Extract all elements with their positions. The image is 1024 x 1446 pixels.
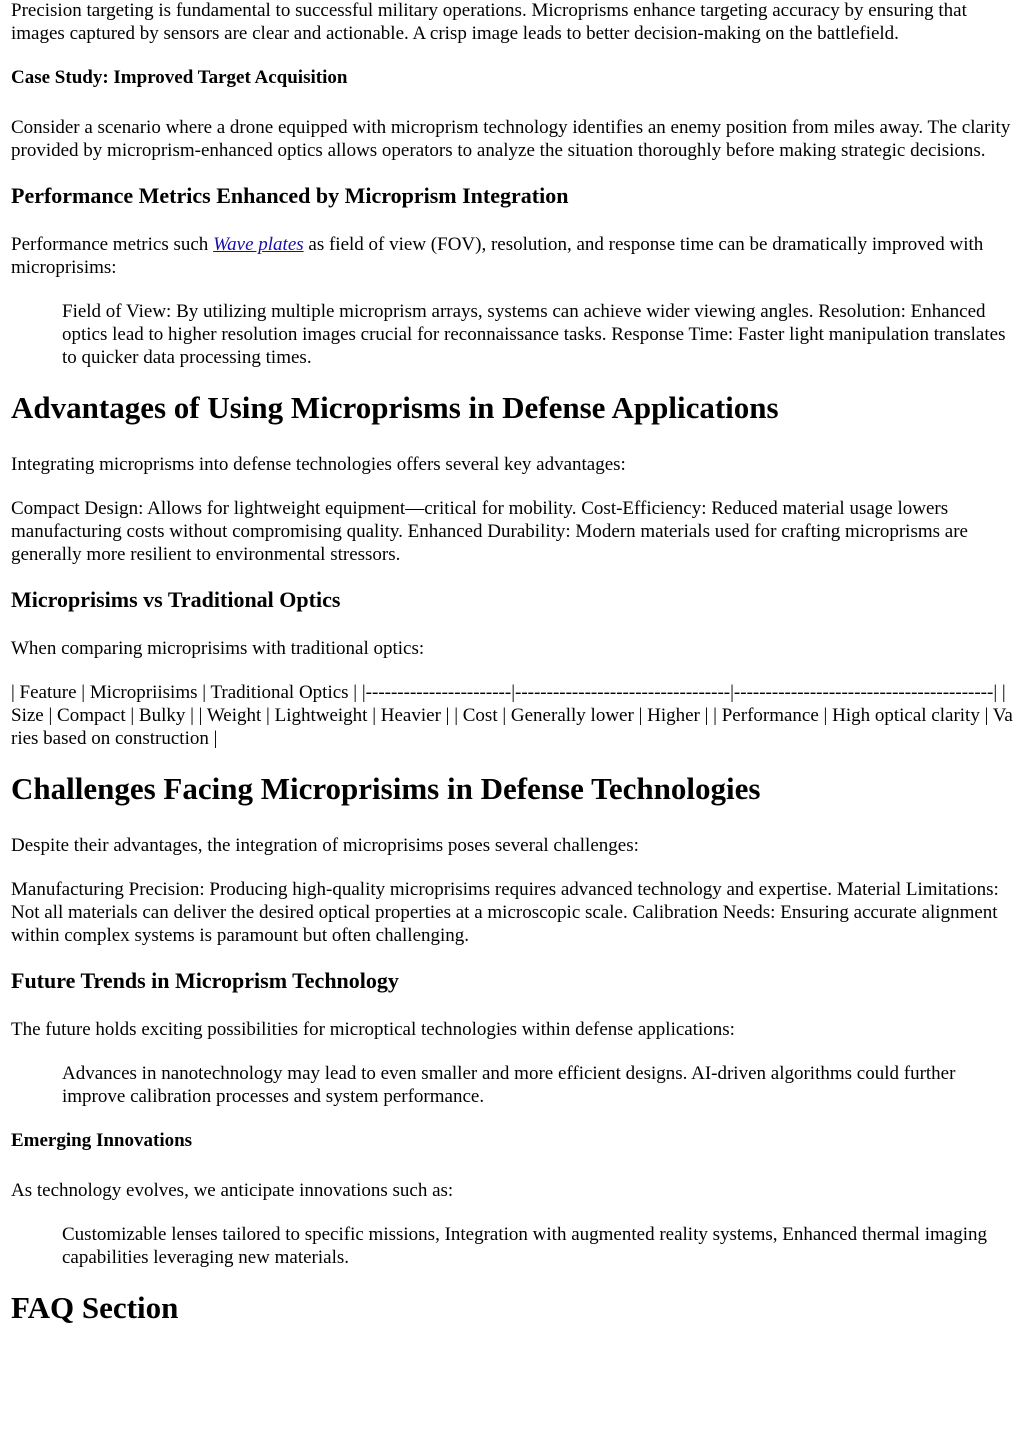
wave-plates-link[interactable]: Wave plates	[213, 234, 304, 255]
emerging-heading: Emerging Innovations	[11, 1130, 193, 1151]
emerging-intro: As technology evolves, we anticipate innovations such as:	[11, 1180, 454, 1201]
faq-heading: FAQ Section	[11, 1290, 179, 1325]
future-quote: Advances in nanotechnology may lead to even smaller and more efficient designs. AI-driven algorithms could further improve calibration processes and system performance.	[62, 1063, 956, 1107]
comparison-intro: When comparing microprisims with traditional optics:	[11, 638, 425, 659]
performance-text-before-link: Performance metrics such	[11, 234, 214, 255]
case-study-heading: Case Study: Improved Target Acquisition	[11, 67, 348, 88]
performance-text-after-link: as field of view (FOV), resolution, and response time can be dramatically improved with microprisims:	[11, 234, 984, 278]
comparison-table-text: | Feature | Micropriisims | Traditional Optics | |-----------------------|----------------------------------|-----------------------------------------| | Size | Compact | Bulky | | Weight | Lightweight | Heavier | | Cost | Generally lower | Higher | | Performance | High optical clarity | Varies based on construction |	[11, 682, 1013, 749]
performance-paragraph	[11, 233, 1013, 279]
advantages-intro: Integrating microprisms into defense technologies offers several key advantages:	[11, 454, 626, 475]
advantages-heading: Advantages of Using Microprisms in Defense Applications	[11, 390, 779, 425]
challenges-paragraph: Manufacturing Precision: Producing high-quality microprisims requires advanced technology and expertise. Material Limitations: Not all materials can deliver the desired optical properties at a microscopic scale. Calibration Needs: Ensuring accurate alignment within complex systems is paramount but often challenging.	[11, 879, 999, 946]
emerging-quote: Customizable lenses tailored to specific missions, Integration with augmented reality systems, Enhanced thermal imaging capabilities leveraging new materials.	[62, 1224, 987, 1268]
intro-paragraph: Precision targeting is fundamental to successful military operations. Microprisms enhance targeting accuracy by ensuring that images captured by sensors are clear and actionable. A crisp image leads to better decision-making on the battlefield.	[11, 0, 967, 44]
performance-quote: Field of View: By utilizing multiple microprism arrays, systems can achieve wider viewing angles. Resolution: Enhanced optics lead to higher resolution images crucial for reconnaissance tasks. Response Time: Faster light manipulation translates to quicker data processing times.	[62, 301, 1006, 368]
future-intro: The future holds exciting possibilities for microptical technologies within defense applications:	[11, 1019, 735, 1040]
challenges-heading: Challenges Facing Microprisims in Defense Technologies	[11, 771, 761, 806]
challenges-intro: Despite their advantages, the integration of microprisims poses several challenges:	[11, 835, 639, 856]
comparison-heading: Microprisims vs Traditional Optics	[11, 587, 341, 612]
performance-heading: Performance Metrics Enhanced by Microprism Integration	[11, 183, 569, 208]
case-study-paragraph: Consider a scenario where a drone equipped with microprism technology identifies an enemy position from miles away. The clarity provided by microprism-enhanced optics allows operators to analyze the situation thoroughly before making strategic decisions.	[11, 117, 1011, 161]
advantages-paragraph: Compact Design: Allows for lightweight equipment—critical for mobility. Cost-Efficiency: Reduced material usage lowers manufacturing costs without compromising quality. Enhanced Durability: Modern materials used for crafting microprisms are generally more resilient to environmental stressors.	[11, 498, 968, 565]
future-heading: Future Trends in Microprism Technology	[11, 968, 399, 993]
